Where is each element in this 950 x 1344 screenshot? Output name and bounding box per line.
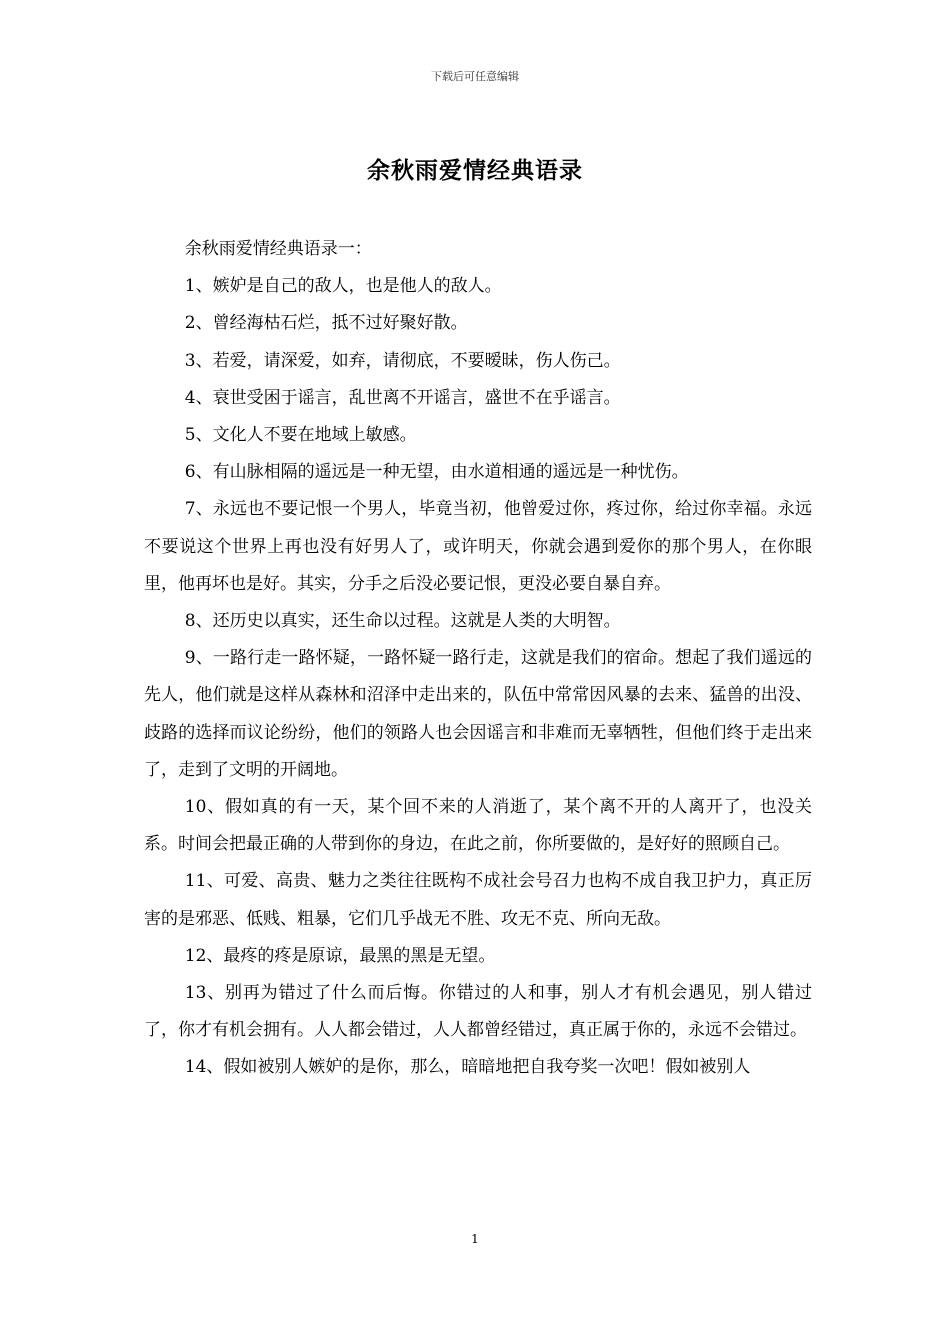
- quote-item-11: 11、可爱、高贵、魅力之类往往既构不成社会号召力也构不成自我卫护力，真正厉害的是邪恶、低贱、粗暴，它们几乎战无不胜、攻无不克、所向无敌。: [144, 871, 812, 929]
- quote-item-8: 8、还历史以真实，还生命以过程。这就是人类的大明智。: [184, 611, 621, 632]
- quote-item-5: 5、文化人不要在地域上敏感。: [184, 425, 417, 446]
- page-number: 1: [471, 1232, 479, 1246]
- document-body: [144, 231, 812, 1087]
- quote-item-3: 3、若爱，请深爱，如弃，请彻底，不要暧昧，伤人伤己。: [184, 350, 621, 371]
- section-intro: 余秋雨爱情经典语录一：: [184, 239, 372, 259]
- page-header-note: 下载后可任意编辑: [431, 70, 519, 83]
- quote-item-6: 6、有山脉相隔的遥远是一种无望，由水道相通的遥远是一种忧伤。: [184, 462, 689, 483]
- quote-item-4: 4、衰世受困于谣言，乱世离不开谣言，盛世不在乎谣言。: [184, 387, 621, 408]
- quote-item-2: 2、曾经海枯石烂，抵不过好聚好散。: [184, 313, 468, 334]
- quote-item-7: 7、永远也不要记恨一个男人，毕竟当初，他曾爱过你，疼过你，给过你幸福。永远不要说这个世界上再也没有好男人了，或许明天，你就会遇到爱你的那个男人，在你眼里，他再坏也是好。其实，分手之后没必要记恨，更没必要自暴自弃。: [144, 499, 812, 594]
- quote-item-14: 14、假如被别人嫉妒的是你，那么，暗暗地把自我夸奖一次吧！假如被别人: [184, 1057, 751, 1078]
- quote-item-9: 9、一路行走一路怀疑，一路怀疑一路行走，这就是我们的宿命。想起了我们遥远的先人，他们就是这样从森林和沼泽中走出来的，队伍中常常因风暴的去来、猛兽的出没、歧路的选择而议论纷纷，他们的领路人也会因谣言和非难而无辜牺牲，但他们终于走出来了，走到了文明的开阔地。: [144, 648, 812, 780]
- document-title: 余秋雨爱情经典语录: [367, 157, 583, 184]
- quote-item-13: 13、别再为错过了什么而后悔。你错过的人和事，别人才有机会遇见，别人错过了，你才有机会拥有。人人都会错过，人人都曾经错过，真正属于你的，永远不会错过。: [144, 983, 812, 1041]
- quote-item-12: 12、最疼的疼是原谅，最黑的黑是无望。: [184, 945, 496, 966]
- quote-item-1: 1、嫉妒是自己的敌人，也是他人的敌人。: [184, 276, 502, 297]
- quote-item-10: 10、假如真的有一天，某个回不来的人消逝了，某个离不开的人离开了，也没关系。时间会把最正确的人带到你的身边，在此之前，你所要做的，是好好的照顾自己。: [144, 797, 812, 855]
